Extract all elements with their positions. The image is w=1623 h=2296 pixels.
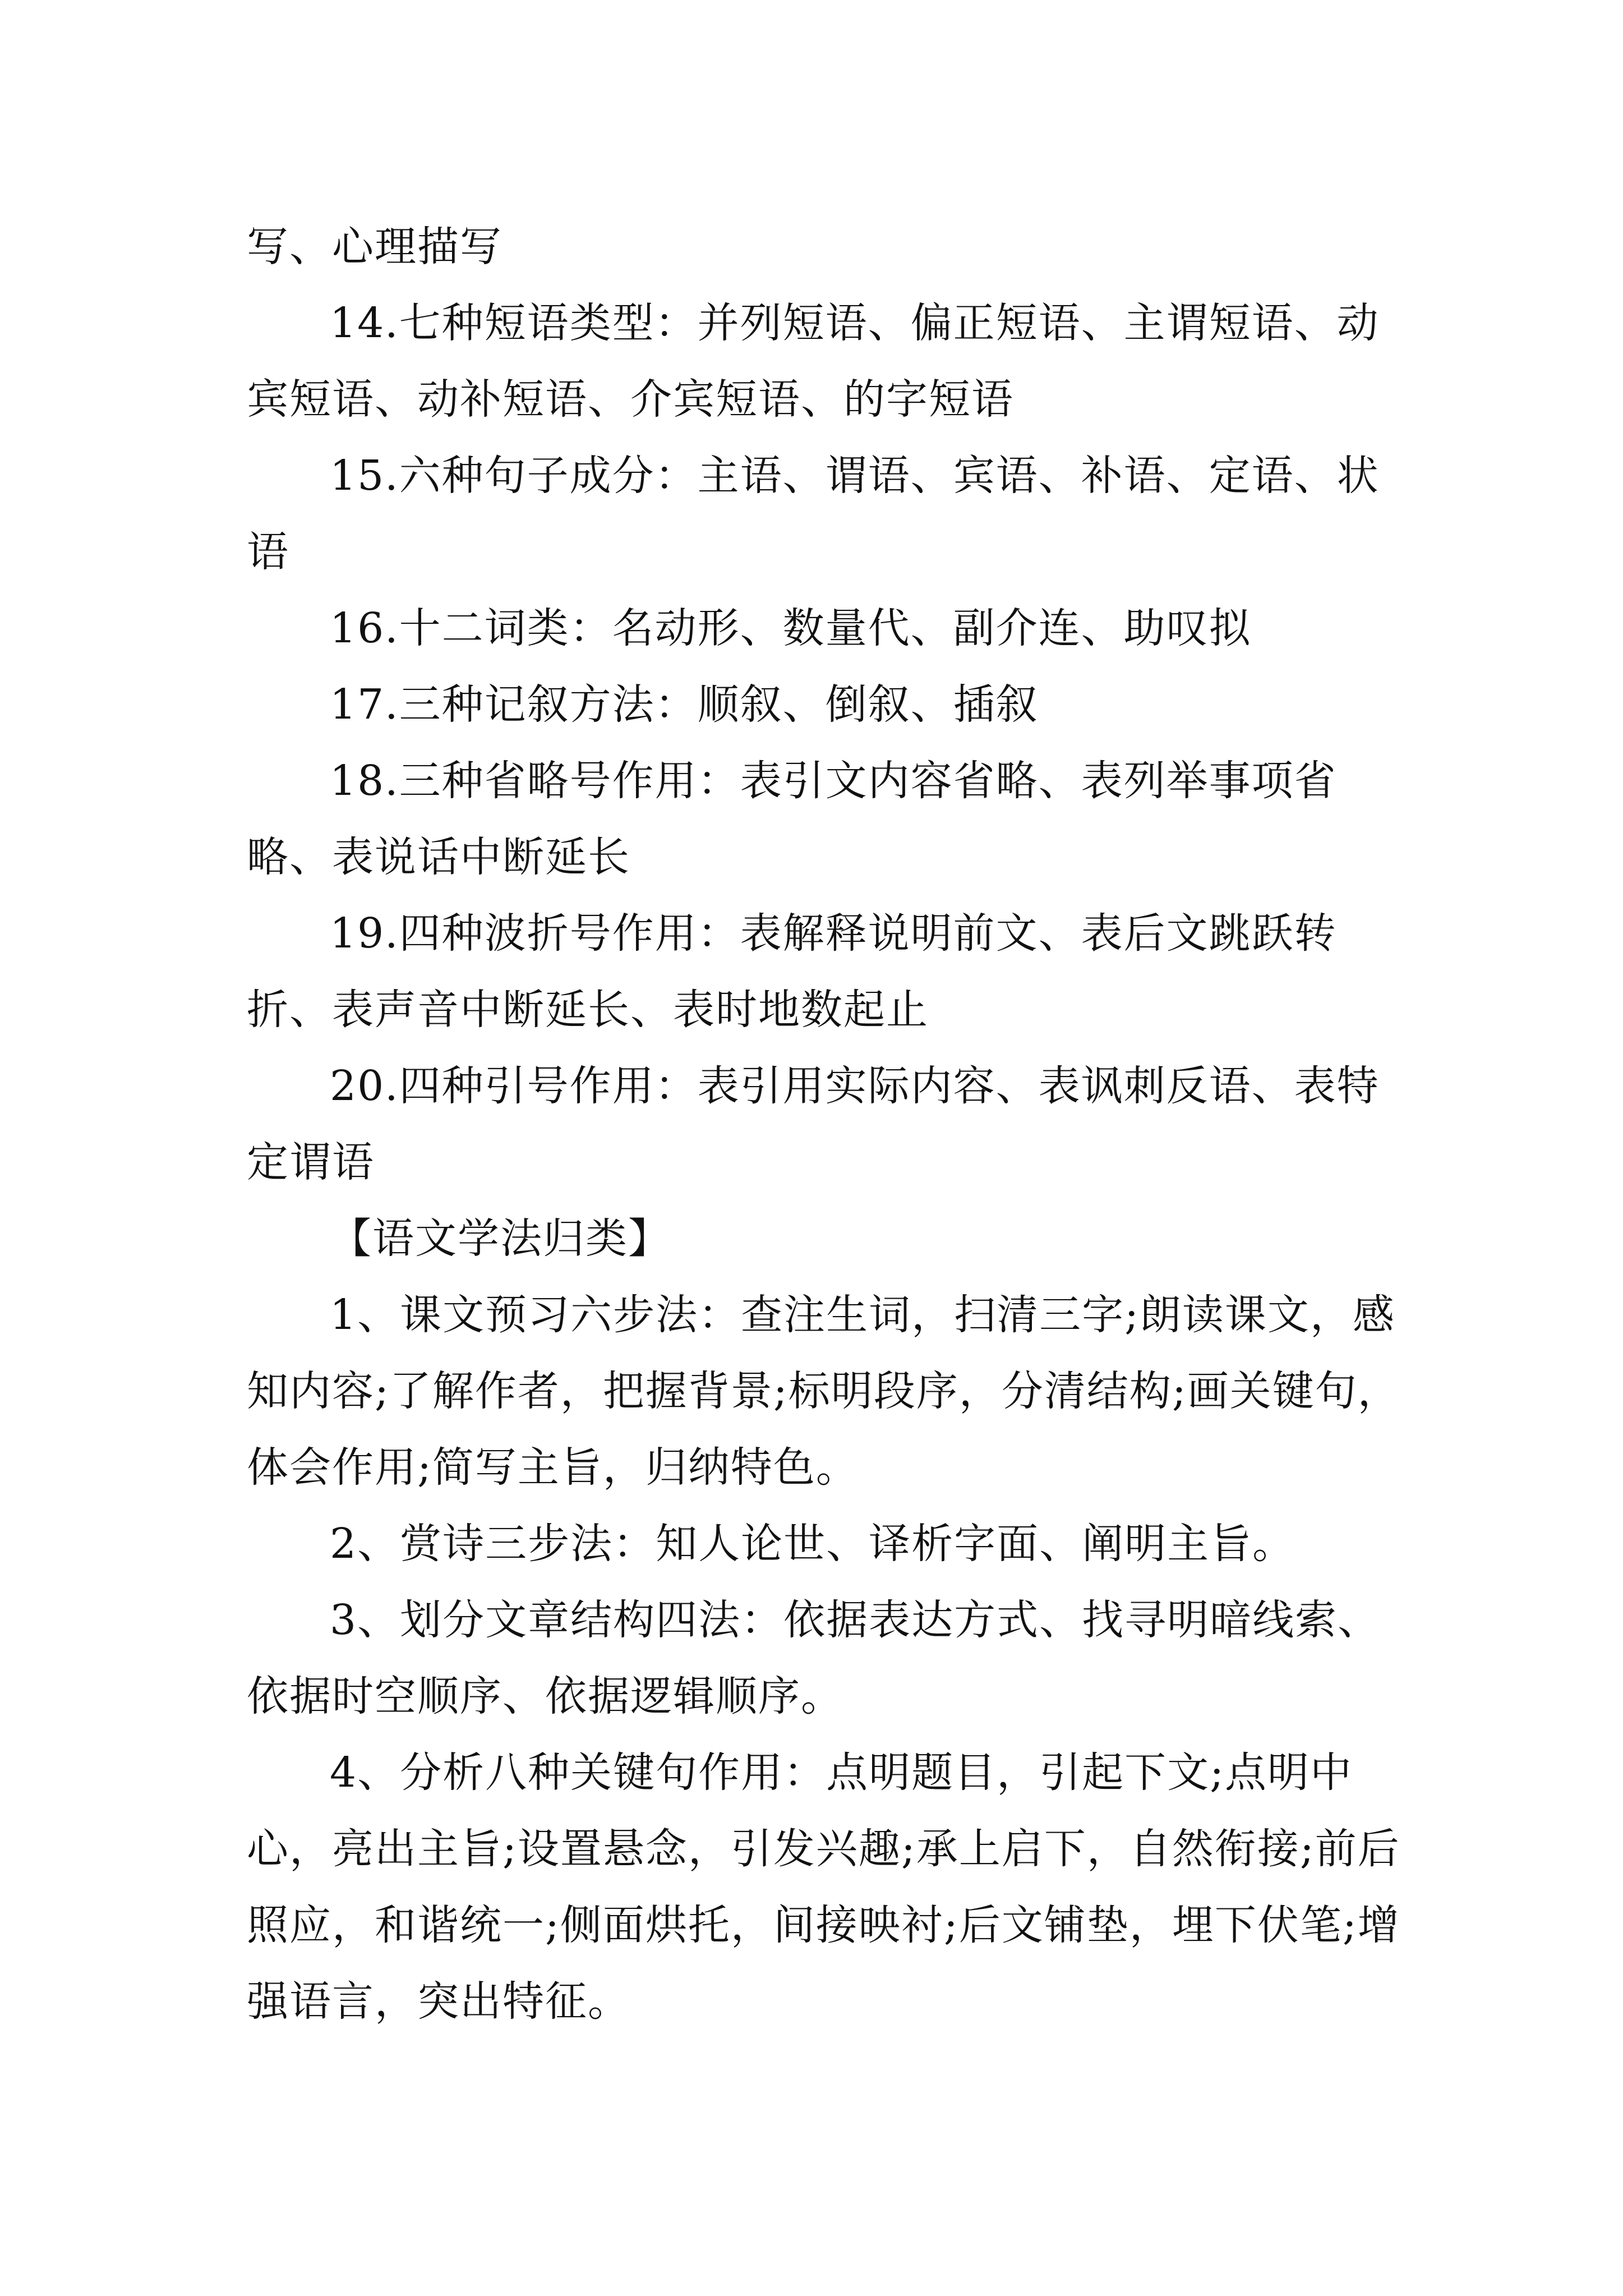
paragraph-item-17: 17.三种记叙方法：顺叙、倒叙、插叙 [330, 680, 1039, 729]
paragraph-item-19: 19.四种波折号作用：表解释说明前文、表后文跳跃转折、表声音中断延长、表时地数起止 [247, 909, 1337, 1034]
paragraph-item-14: 14.七种短语类型：并列短语、偏正短语、主谓短语、动宾短语、动补短语、介宾短语、的字短语 [247, 299, 1380, 424]
paragraph-continuation: 写、心理描写 [247, 223, 502, 271]
section-heading: 【语文学法归类】 [330, 1214, 671, 1263]
paragraph-item-16: 16.十二词类：名动形、数量代、副介连、助叹拟 [330, 604, 1252, 652]
paragraph-method-1: 1、课文预习六步法：查注生词，扫清三字;朗读课文，感知内容;了解作者，把握背景;标明段序，分清结构;画关键句，体会作用;简写主旨，归纳特色。 [247, 1291, 1400, 1492]
paragraph-method-2: 2、赏诗三步法：知人论世、译析字面、阐明主旨。 [330, 1520, 1295, 1568]
paragraph-item-20: 20.四种引号作用：表引用实际内容、表讽刺反语、表特定谓语 [247, 1062, 1380, 1186]
paragraph-method-4: 4、分析八种关键句作用：点明题目，引起下文;点明中心，亮出主旨;设置悬念，引发兴趣;承上启下，自然衔接;前后照应，和谐统一;侧面烘托，间接映衬;后文铺垫，埋下伏笔;增强语言，突出特征。 [247, 1749, 1400, 2026]
paragraph-method-3: 3、划分文章结构四法：依据表达方式、找寻明暗线索、依据时空顺序、依据逻辑顺序。 [247, 1596, 1381, 1720]
document-body [247, 209, 1402, 2040]
paragraph-item-15: 15.六种句子成分：主语、谓语、宾语、补语、定语、状语 [247, 452, 1380, 576]
paragraph-item-18: 18.三种省略号作用：表引文内容省略、表列举事项省略、表说话中断延长 [247, 757, 1337, 881]
